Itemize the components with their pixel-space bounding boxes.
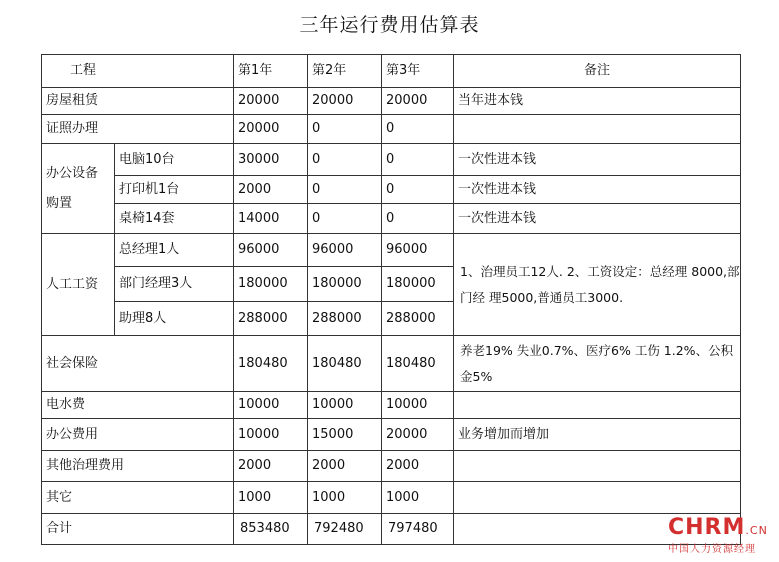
cell-note: 一次性进本钱 xyxy=(454,176,741,204)
cell-year1: 96000 xyxy=(234,234,308,267)
table-row xyxy=(42,144,741,176)
cell-note: 养老19% 失业0.7%、医疗6% 工伤 1.2%、公积金5% xyxy=(454,336,741,392)
cell-year2: 0 xyxy=(308,144,382,176)
row-label: 房屋租赁 xyxy=(42,88,234,115)
table-row xyxy=(42,234,741,267)
cell-year1: 288000 xyxy=(234,302,308,336)
cell-year2: 0 xyxy=(308,204,382,234)
logo-mark-text: CHRM xyxy=(668,515,746,540)
table-row xyxy=(42,88,741,115)
cell-year2: 10000 xyxy=(308,392,382,419)
cell-year2: 20000 xyxy=(308,88,382,115)
cell-year1: 10000 xyxy=(234,419,308,451)
cell-year2: 180000 xyxy=(308,267,382,302)
header-project: 工程 xyxy=(42,55,234,88)
cell-year3: 797480 xyxy=(382,514,454,545)
row-label: 电脑10台 xyxy=(115,144,234,176)
cell-year3: 180480 xyxy=(382,336,454,392)
page-title: 三年运行费用估算表 xyxy=(299,14,480,36)
cell-year1: 180000 xyxy=(234,267,308,302)
header-notes: 备注 xyxy=(454,55,741,88)
cell-year1: 1000 xyxy=(234,482,308,514)
header-year1: 第1年 xyxy=(234,55,308,88)
cell-note xyxy=(454,392,741,419)
cell-year1: 2000 xyxy=(234,451,308,482)
cost-estimate-table xyxy=(41,54,741,545)
cell-note xyxy=(454,482,741,514)
cell-year2: 1000 xyxy=(308,482,382,514)
cell-year2: 2000 xyxy=(308,451,382,482)
logo-suffix: .CN xyxy=(745,524,768,537)
table-row xyxy=(42,336,741,392)
cell-year3: 180000 xyxy=(382,267,454,302)
cell-year1: 20000 xyxy=(234,88,308,115)
total-row xyxy=(42,514,741,545)
row-label: 总经理1人 xyxy=(115,234,234,267)
cell-year2: 180480 xyxy=(308,336,382,392)
cell-year2: 288000 xyxy=(308,302,382,336)
cell-note: 一次性进本钱 xyxy=(454,204,741,234)
row-label: 其他治理费用 xyxy=(42,451,234,482)
cell-note: 业务增加而增加 xyxy=(454,419,741,451)
cell-year3: 0 xyxy=(382,204,454,234)
table-row xyxy=(42,204,741,234)
row-label: 助理8人 xyxy=(115,302,234,336)
labor-note: 1、治理员工12人. 2、工资设定：总经理 8000,部门经 理5000,普通员工3000. xyxy=(454,234,741,336)
cell-note: 一次性进本钱 xyxy=(454,144,741,176)
table-row xyxy=(42,451,741,482)
row-label: 打印机1台 xyxy=(115,176,234,204)
header-year3: 第3年 xyxy=(382,55,454,88)
cell-year3: 0 xyxy=(382,115,454,144)
header-row xyxy=(42,55,741,88)
table-row xyxy=(42,115,741,144)
group-label-labor: 人工工资 xyxy=(42,234,115,336)
cell-year3: 20000 xyxy=(382,88,454,115)
cell-year1: 180480 xyxy=(234,336,308,392)
row-label: 电水费 xyxy=(42,392,234,419)
cell-year1: 14000 xyxy=(234,204,308,234)
logo-subtitle: 中国人力资源经理 xyxy=(668,544,756,555)
table-row xyxy=(42,176,741,204)
cell-year3: 288000 xyxy=(382,302,454,336)
cell-year3: 20000 xyxy=(382,419,454,451)
table-row xyxy=(42,419,741,451)
cell-year2: 792480 xyxy=(308,514,382,545)
row-label: 办公费用 xyxy=(42,419,234,451)
group-label-office-equipment: 办公设备购置 xyxy=(42,144,115,234)
cell-year1: 10000 xyxy=(234,392,308,419)
chrm-logo xyxy=(668,517,772,557)
table-row xyxy=(42,392,741,419)
cell-year1: 2000 xyxy=(234,176,308,204)
cell-year1: 30000 xyxy=(234,144,308,176)
cell-year3: 1000 xyxy=(382,482,454,514)
cell-year3: 0 xyxy=(382,144,454,176)
logo-mark xyxy=(668,517,772,542)
cell-year3: 96000 xyxy=(382,234,454,267)
row-label: 其它 xyxy=(42,482,234,514)
row-label: 证照办理 xyxy=(42,115,234,144)
cell-year3: 2000 xyxy=(382,451,454,482)
header-year2: 第2年 xyxy=(308,55,382,88)
row-label: 部门经理3人 xyxy=(115,267,234,302)
row-label: 桌椅14套 xyxy=(115,204,234,234)
cell-note: 当年进本钱 xyxy=(454,88,741,115)
cell-year1: 20000 xyxy=(234,115,308,144)
cell-year2: 15000 xyxy=(308,419,382,451)
cell-year3: 10000 xyxy=(382,392,454,419)
table-row xyxy=(42,482,741,514)
cell-year1: 853480 xyxy=(234,514,308,545)
row-label: 社会保险 xyxy=(42,336,234,392)
row-label: 合计 xyxy=(42,514,234,545)
cell-year3: 0 xyxy=(382,176,454,204)
cell-year2: 0 xyxy=(308,176,382,204)
cell-year2: 0 xyxy=(308,115,382,144)
cell-note xyxy=(454,115,741,144)
cell-note xyxy=(454,451,741,482)
cell-year2: 96000 xyxy=(308,234,382,267)
